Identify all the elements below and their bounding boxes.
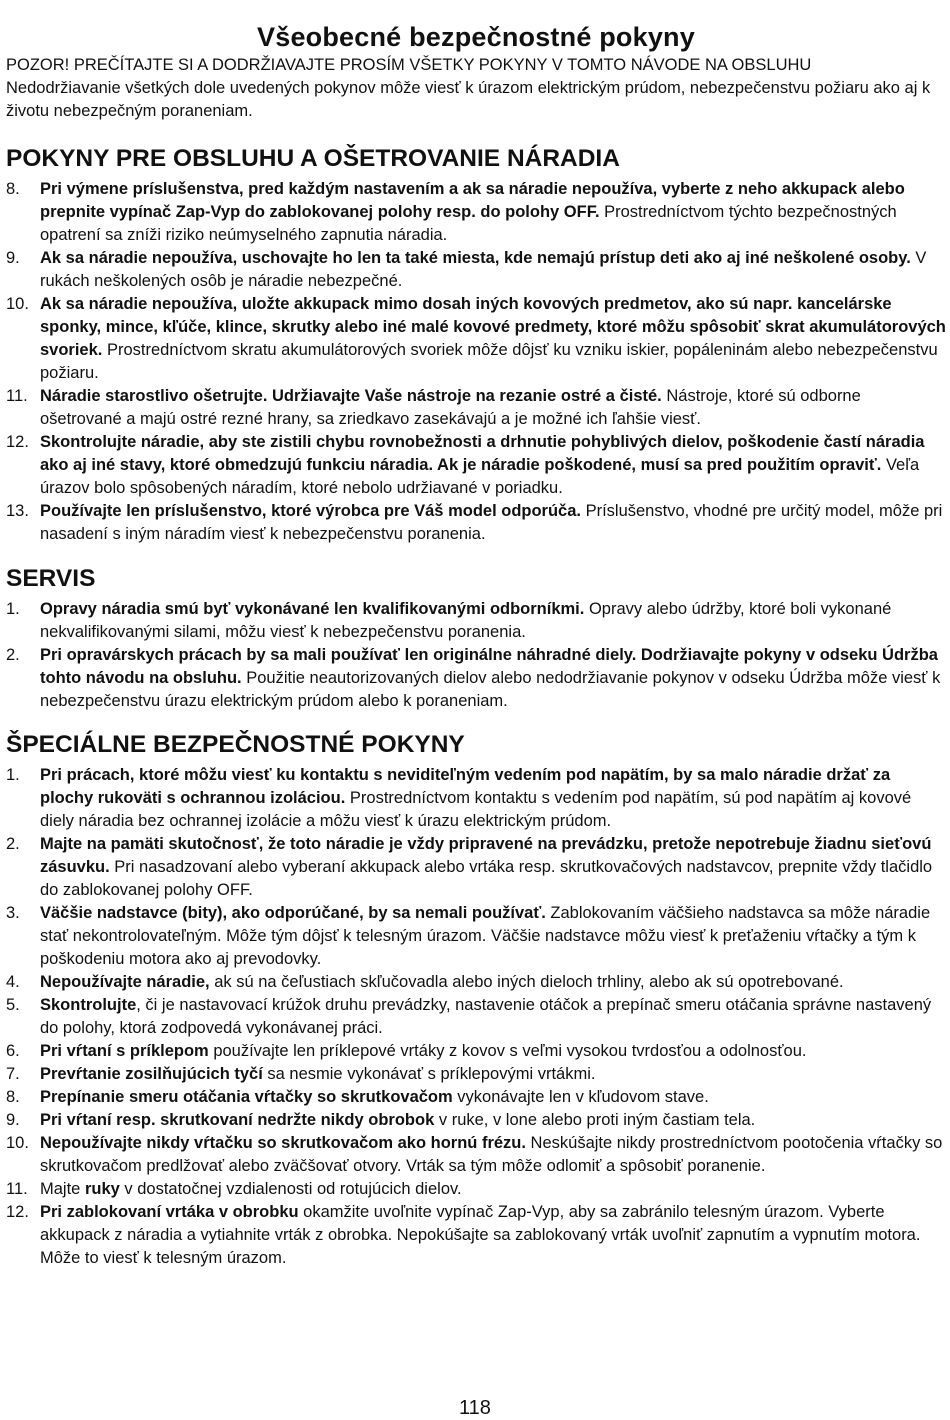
item-bold-text: Ak sa náradie nepoužíva, uložte akkupack mimo dosah iných kovových predmetov, ako sú napr. kancelárske sponky, mince, kľúče, klince, skrutky alebo iné malé kovové predmety, ktoré môžu spôsobiť skrat akumulátorových svoriek. [40,295,946,359]
item-number: 1. [6,600,20,618]
item-text [40,1109,946,1132]
item-number: 8. [6,1088,20,1106]
item-plain-text: Prostredníctvom skratu akumulátorových svoriek môže dôjsť ku vzniku iskier, popáleninám alebo nebezpečenstvu požiaru. [40,341,938,382]
item-lead-text: Majte [40,1180,85,1198]
item-bold-text: Majte na pamäti skutočnosť, že toto náradie je vždy pripravené na prevádzku, pretože nepotrebuje žiadnu sieťovú zásuvku. [40,835,932,876]
item-number: 13. [6,502,29,520]
item-plain-text: ak sú na čeľustiach skľučovadla alebo iných dieloch trhliny, alebo ak sú opotrebované. [209,973,844,991]
section-special-safety [6,730,946,1270]
warning-text: POZOR! PREČÍTAJTE SI A DODRŽIAVAJTE PROSÍM VŠETKY POKYNY V TOMTO NÁVODE NA OBSLUHU [6,56,812,74]
item-text [40,178,946,247]
list-item [6,1086,946,1109]
item-plain-text: Pri nasadzovaní alebo vyberaní akkupack alebo vrtáka resp. skrutkovačových nadstavcov, prepnite vždy tlačidlo do zablokovanej polohy OFF. [40,858,933,899]
item-plain-text: Opravy alebo údržby, ktoré boli vykonané nekvalifikovanými silami, môžu viesť k nebezpečenstvu poranenia. [40,600,892,641]
item-text [40,598,946,644]
item-text [40,1086,946,1109]
item-text [40,431,946,500]
item-number: 6. [6,1042,20,1060]
section-service [6,564,946,713]
list-item [6,500,946,546]
item-text [40,971,946,994]
item-bold-text: Ak sa náradie nepoužíva, uschovajte ho len ta také miesta, kde nemajú prístup deti ako aj iné neškolené osoby. [40,249,911,267]
item-text [40,1178,946,1201]
page-number: 118 [459,1397,491,1419]
item-plain-text: Príslušenstvo, vhodné pre určitý model, môže pri nasadení s iným náradím viesť k nebezpečenstvu poranenia. [40,502,943,543]
list-item [6,1178,946,1201]
list-item [6,247,946,293]
item-plain-text: sa nesmie vykonávať s príklepovými vrtákmi. [262,1065,596,1083]
list-item [6,431,946,500]
item-number: 12. [6,433,29,451]
item-bold-text: Nepoužívajte nikdy vŕtačku so skrutkovačom ako hornú frézu. [40,1134,526,1152]
instruction-list [6,178,946,546]
item-text [40,247,946,293]
item-number: 9. [6,1111,20,1129]
list-item [6,1063,946,1086]
item-bold-text: Pri prácach, ktoré môžu viesť ku kontaktu s neviditeľným vedením pod napätím, by sa malo náradie držať za plochy rukoväti s ochrannou izoláciou. [40,766,891,807]
list-item [6,1201,946,1270]
item-text [40,902,946,971]
item-bold-text: Náradie starostlivo ošetrujte. Udržiavajte Vaše nástroje na rezanie ostré a čisté. [40,387,662,405]
item-text [40,994,946,1040]
list-item [6,385,946,431]
item-bold-text: Prevŕtanie zosilňujúcich tyčí [40,1065,263,1083]
list-item [6,971,946,994]
item-plain-text: Nástroje, ktoré sú odborne ošetrované a majú ostré rezné hrany, sa zriedkavo zasekávajú a je možné ich ľahšie viesť. [40,387,861,428]
item-bold-text: Pri vŕtaní resp. skrutkovaní nedržte nikdy obrobok [40,1111,435,1129]
item-number: 10. [6,1134,29,1152]
item-bold-text: Nepoužívajte náradie, [40,973,210,991]
item-number: 8. [6,180,20,198]
item-plain-text: Veľa úrazov bolo spôsobených náradím, ktoré nebolo udržiavané v poriadku. [40,456,920,497]
item-plain-text: V rukách neškolených osôb je náradie nebezpečné. [40,249,927,290]
item-number: 7. [6,1065,20,1083]
item-plain-text: vykonávajte len v kľudovom stave. [452,1088,709,1106]
item-number: 11. [6,1180,28,1198]
list-item [6,644,946,713]
item-bold-text: ruky [84,1180,120,1198]
item-text [40,644,946,713]
item-bold-text: Pri výmene príslušenstva, pred každým nastavením a ak sa náradie nepoužíva, vyberte z neho akkupack alebo prepnite vypínač Zap-Vyp do zablokovanej polohy resp. do polohy OFF. [40,180,905,221]
item-bold-text: Pri vŕtaní s príklepom [40,1042,209,1060]
item-bold-text: Pri zablokovaní vrtáka v obrobku [40,1203,299,1221]
item-text [40,833,946,902]
item-bold-text: Skontrolujte [40,996,137,1014]
section-heading: POKYNY PRE OBSLUHU A OŠETROVANIE NÁRADIA [6,145,620,172]
item-text [40,293,946,385]
instruction-list [6,598,946,713]
item-number: 3. [6,904,20,922]
item-plain-text: v dostatočnej vzdialenosti od rotujúcich dielov. [119,1180,462,1198]
item-text [40,500,946,546]
item-bold-text: Väčšie nadstavce (bity), ako odporúčané, by sa nemali používať. [40,904,546,922]
item-plain-text: Použitie neautorizovaných dielov alebo nedodržiavanie pokynov v odseku Údržba môže viesť k nebezpečenstvu úrazu elektrickým prúdom alebo k poraneniam. [40,669,941,710]
item-bold-text: Opravy náradia smú byť vykonávané len kvalifikovanými odborníkmi. [40,600,585,618]
item-number: 12. [6,1203,29,1221]
list-item [6,833,946,902]
list-item [6,293,946,385]
list-item [6,1040,946,1063]
list-item [6,902,946,971]
list-item [6,178,946,247]
list-item [6,1132,946,1178]
item-plain-text: Neskúšajte nikdy prostredníctvom pootočenia vŕtačky so skrutkovačom predlžovať alebo zväčšovať otvory. Vrták sa tým môže odlomiť a spôsobiť poranenie. [40,1134,943,1175]
item-text [40,1063,946,1086]
item-number: 1. [6,766,20,784]
item-number: 10. [6,295,29,313]
section-heading: ŠPECIÁLNE BEZPEČNOSTNÉ POKYNY [6,731,465,758]
item-number: 5. [6,996,20,1014]
list-item [6,598,946,644]
item-bold-text: Pri opravárskych prácach by sa mali používať len originálne náhradné diely. Dodržiavajte pokyny v odseku Údržba tohto návodu na obsluhu. [40,646,938,687]
item-plain-text: v ruke, v lone alebo proti iným častiam tela. [434,1111,756,1129]
item-plain-text: , či je nastavovací krúžok druhu prevádzky, nastavenie otáčok a prepínač smeru otáčania správne nastavený do polohy, ktorá zodpovedá vykonávanej práci. [40,996,932,1037]
section-operation-care [6,144,946,546]
item-bold-text: Prepínanie smeru otáčania vŕtačky so skrutkovačom [40,1088,453,1106]
item-plain-text: Prostredníctvom kontaktu s vedením pod napätím, sú pod napätím aj kovové diely náradia bez ochrannej izolácie a môžu viesť k úrazu elektrickým prúdom. [40,789,912,830]
item-number: 2. [6,646,20,664]
item-bold-text: Používajte len príslušenstvo, ktoré výrobca pre Váš model odporúča. [40,502,581,520]
list-item [6,994,946,1040]
item-text [40,1132,946,1178]
item-plain-text: Prostredníctvom týchto bezpečnostných opatrení sa zníži riziko neúmyselného zapnutia náradia. [40,203,897,244]
item-text [40,1040,946,1063]
item-number: 2. [6,835,20,853]
instruction-list [6,764,946,1270]
list-item [6,1109,946,1132]
intro-text: Nedodržiavanie všetkých dole uvedených pokynov môže viesť k úrazom elektrickým prúdom, nebezpečenstvu požiaru ako aj k životu nebezpečným poraneniam. [6,79,931,120]
item-plain-text: okamžite uvoľnite vypínač Zap-Vyp, aby sa zabránilo telesným úrazom. Vyberte akkupack z náradia a vytiahnite vrták z obrobka. Nepokúšajte sa zablokovaný vrták uvoľniť zapnutím a vypnutím motora. Môže to viesť k telesným úrazom. [40,1203,921,1267]
list-item [6,764,946,833]
manual-page [6,20,946,1270]
item-text [40,764,946,833]
item-number: 9. [6,249,20,267]
item-text [40,1201,946,1270]
item-bold-text: Skontrolujte náradie, aby ste zistili chybu rovnobežnosti a drhnutie pohyblivých dielov, poškodenie častí náradia ako aj iné stavy, ktoré obmedzujú funkciu náradia. Ak je náradie poškodené, musí sa pred použitím opraviť. [40,433,925,474]
item-plain-text: používajte len príklepové vrtáky z kovov s veľmi vysokou tvrdosťou a odolnosťou. [208,1042,807,1060]
item-text [40,385,946,431]
section-heading: SERVIS [6,565,96,592]
item-number: 4. [6,973,20,991]
item-plain-text: Zablokovaním väčšieho nadstavca sa môže náradie stať nekontrolovateľným. Môže tým dôjsť k telesným úrazom. Väčšie nadstavce môžu viesť k preťaženiu vŕtačky a tým k poškodeniu motora ako aj prevodovky. [40,904,931,968]
item-number: 11. [6,387,28,405]
page-title: Všeobecné bezpečnostné pokyny [257,22,695,52]
